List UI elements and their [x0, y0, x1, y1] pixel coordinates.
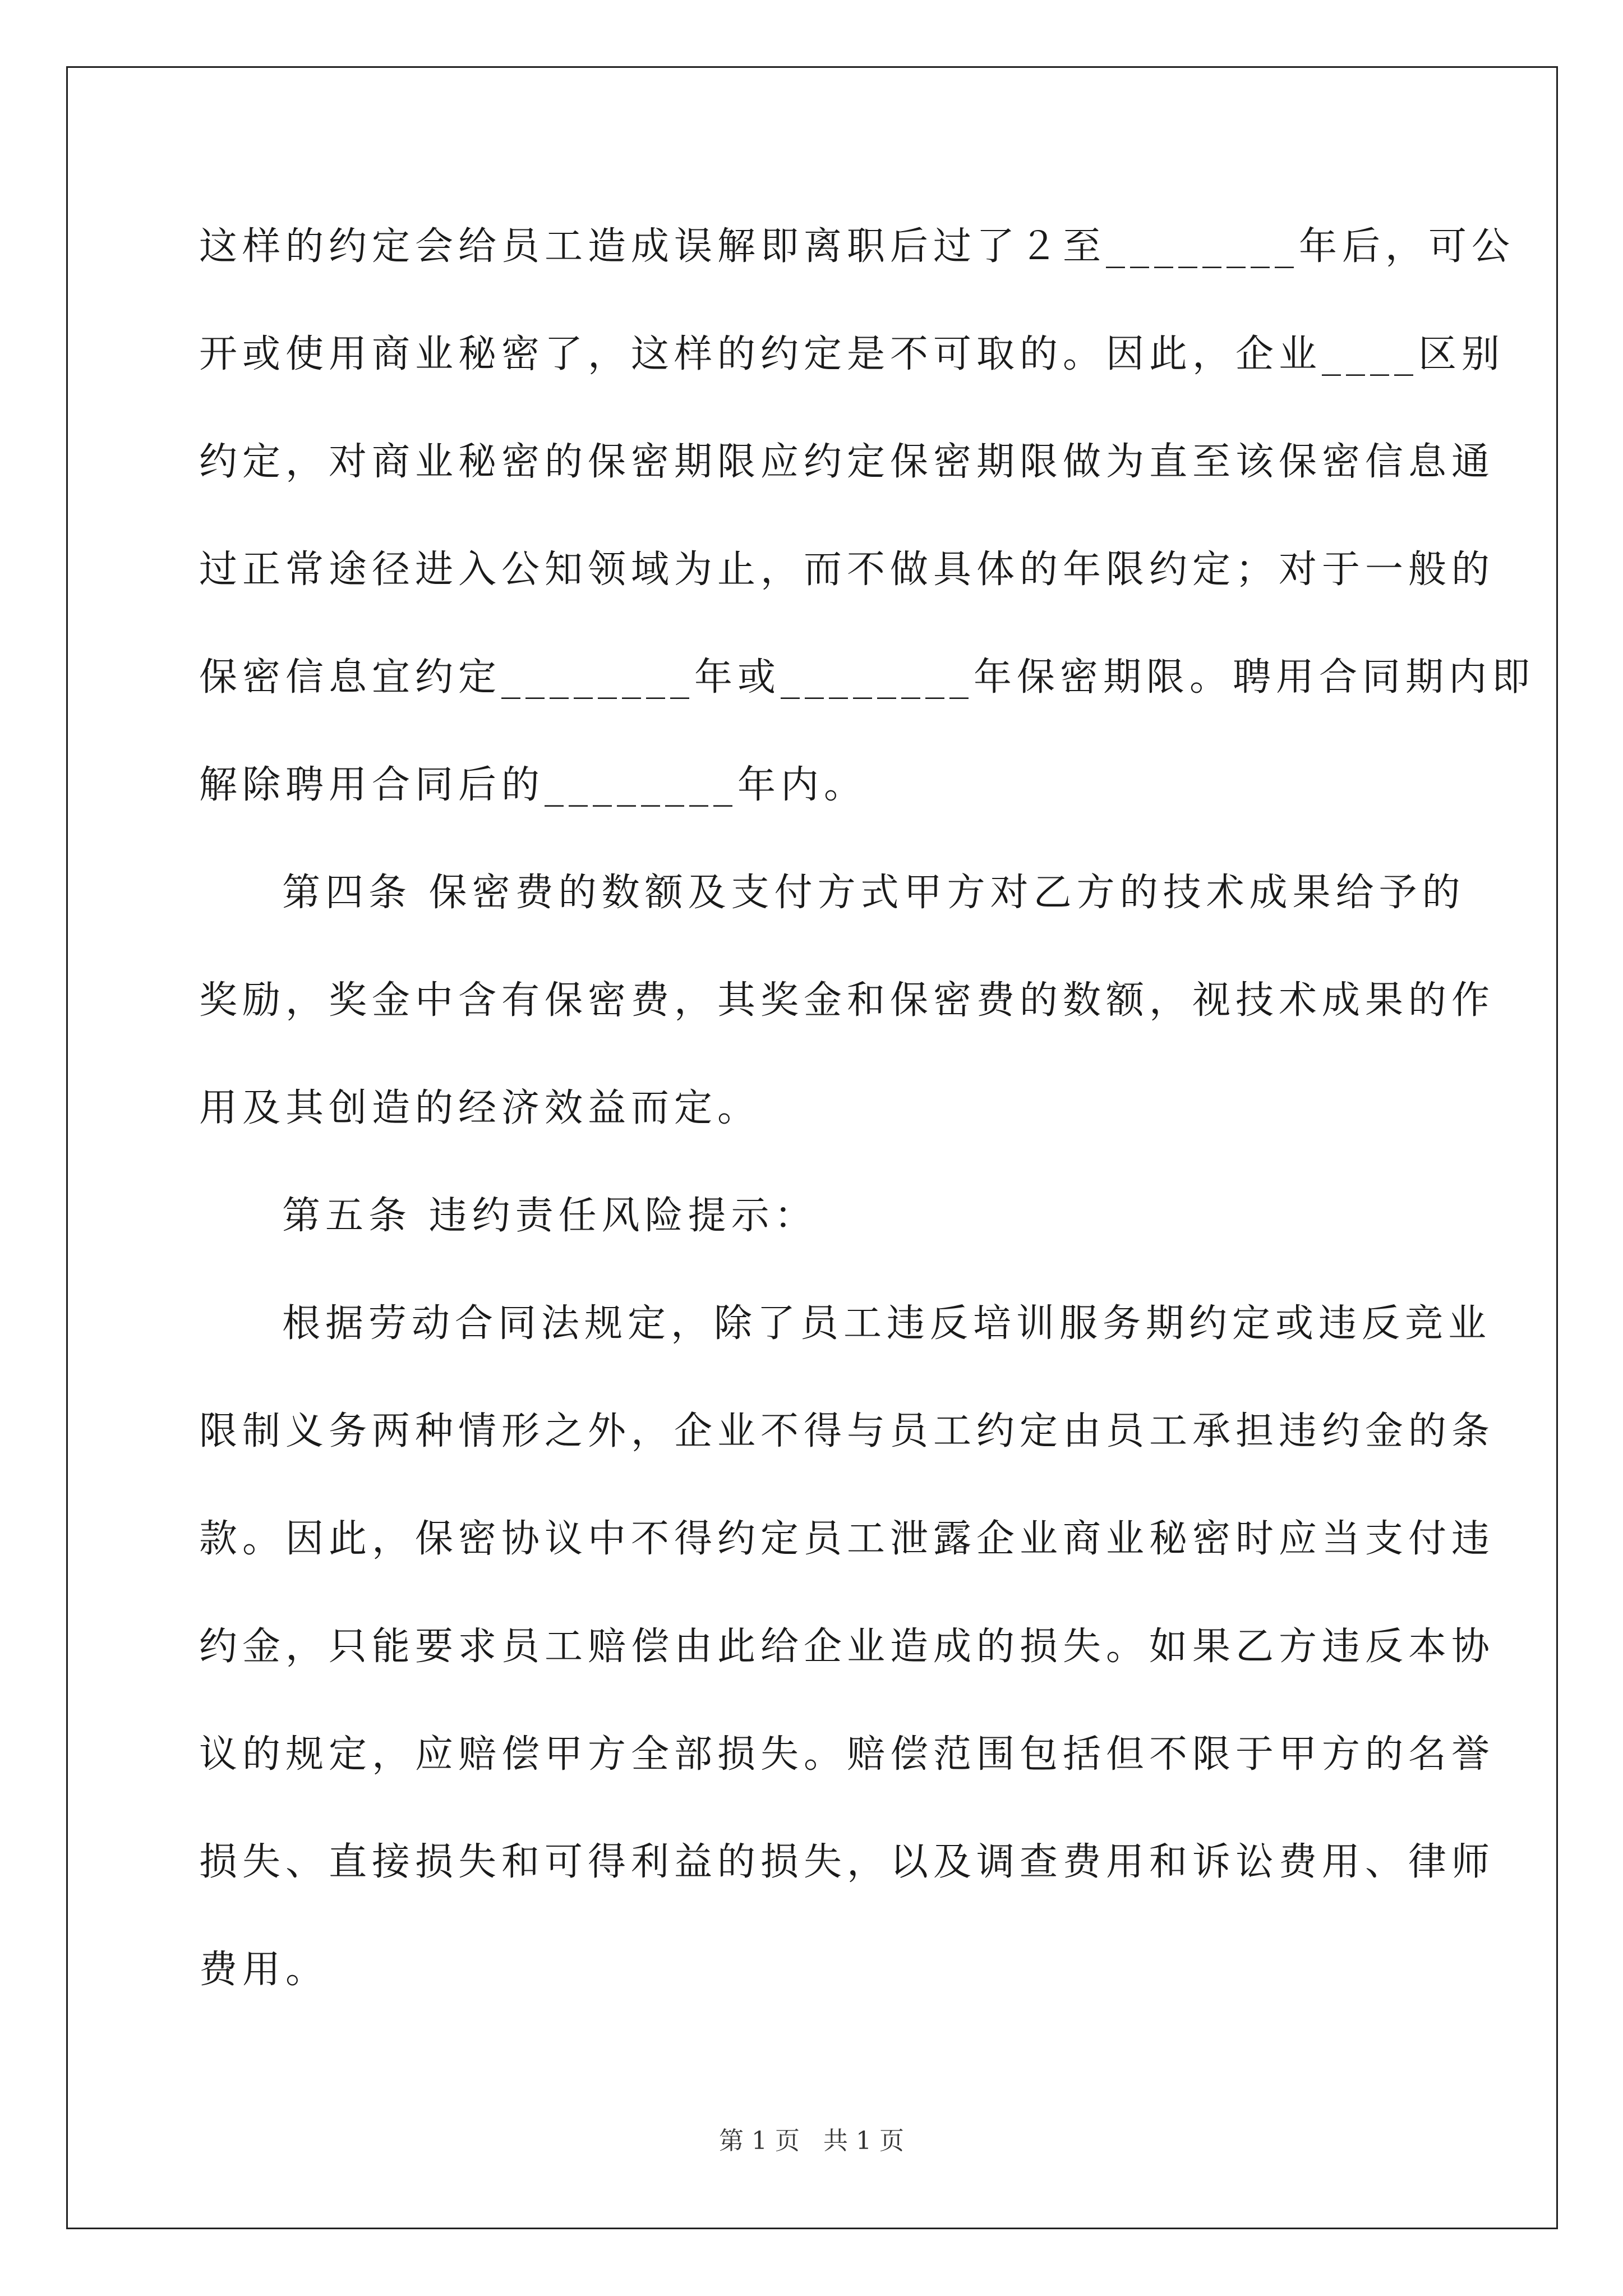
article-5-body-line-3: 款。因此，保密协议中不得约定员工泄露企业商业秘密时应当支付违: [199, 1517, 1495, 1561]
article-5-body-line-7: 费用。: [199, 1948, 329, 1992]
article-4-line-2: 奖励，奖金中含有保密费，其奖金和保密费的数额，视技术成果的作: [199, 978, 1495, 1023]
document-body: [199, 213, 1536, 2044]
paragraph-1-line-1: 这样的约定会给员工造成误解即离职后过了２至________年后，可公: [199, 224, 1515, 269]
paragraph-1-line-6: 解除聘用合同后的________年内。: [199, 763, 868, 807]
paragraph-1-line-5: 保密信息宜约定________年或________年保密期限。聘用合同期内即: [199, 655, 1536, 700]
page-number-footer: 第 1 页 共 1 页: [719, 2127, 904, 2155]
paragraph-1-line-2: 开或使用商业秘密了，这样的约定是不可取的。因此，企业____区别: [199, 332, 1505, 376]
article-5-body-line-1: 根据劳动合同法规定，除了员工违反培训服务期约定或违反竞业: [282, 1301, 1492, 1346]
article-5-body-line-5: 议的规定，应赔偿甲方全部损失。赔偿范围包括但不限于甲方的名誉: [199, 1732, 1495, 1777]
article-5-body-line-2: 限制义务两种情形之外，企业不得与员工约定由员工承担违约金的条: [199, 1409, 1495, 1453]
article-5-body-line-4: 约金，只能要求员工赔偿由此给企业造成的损失。如果乙方违反本协: [199, 1625, 1495, 1669]
article-5-body-line-6: 损失、直接损失和可得利益的损失，以及调查费用和诉讼费用、律师: [199, 1840, 1495, 1884]
paragraph-1-line-3: 约定，对商业秘密的保密期限应约定保密期限做为直至该保密信息通: [199, 440, 1495, 484]
article-4-line-3: 用及其创造的经济效益而定。: [199, 1086, 761, 1130]
article-5-heading: 第五条 违约责任风险提示：: [282, 1194, 818, 1238]
paragraph-1-line-4: 过正常途径进入公知领域为止，而不做具体的年限约定；对于一般的: [199, 547, 1495, 592]
article-4-line-1: 第四条 保密费的数额及支付方式甲方对乙方的技术成果给予的: [282, 871, 1465, 915]
